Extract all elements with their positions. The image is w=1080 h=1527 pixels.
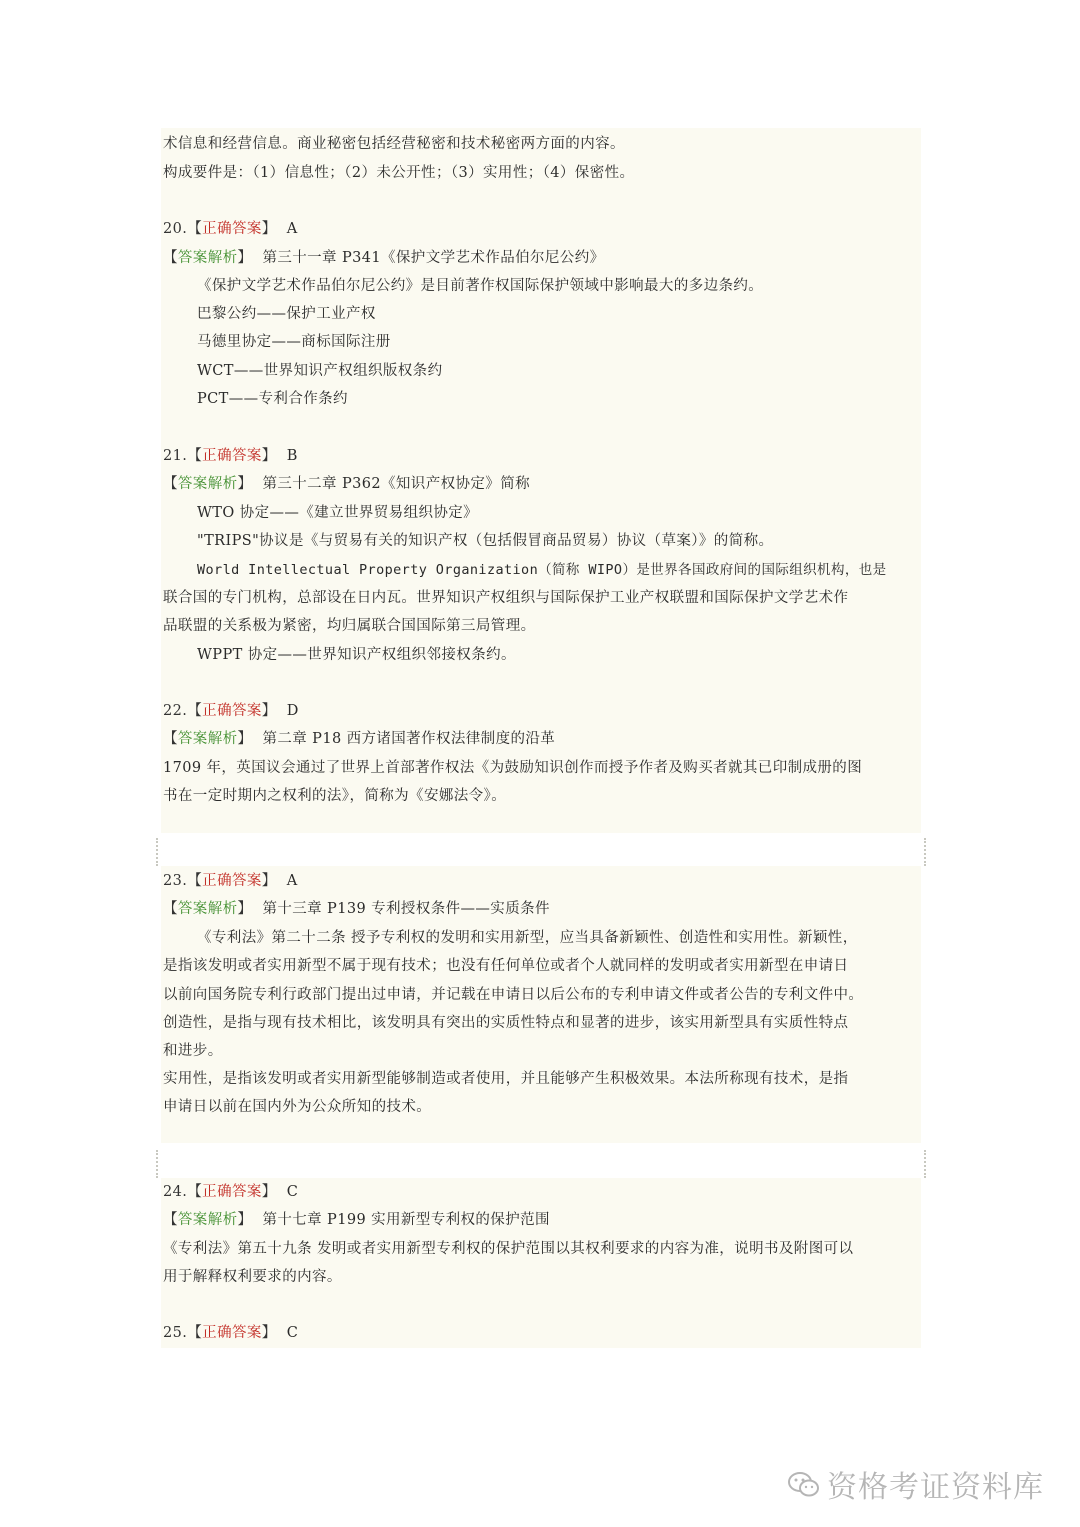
correct-answer-label: 正确答案 [202,221,262,237]
analysis-heading: 【答案解析】 第三十二章 P362《知识产权协定》简称 [163,476,530,492]
watermark-text: 资格考证资料库 [827,1470,1044,1505]
analysis-text: 《专利法》第五十九条 发明或者实用新型专利权的保护范围以其权利要求的内容为准，说明书及附图可以 [163,1241,854,1257]
answer-heading: 22.【正确答案】 D [163,703,299,719]
answer-value: C [286,1325,299,1341]
analysis-text: WCT——世界知识产权组织版权条约 [197,363,443,379]
section-divider [156,1150,926,1178]
question-number: 25. [163,1325,188,1341]
analysis-label: 答案解析 [177,731,238,747]
wechat-icon [787,1470,821,1508]
analysis-heading: 【答案解析】 第十七章 P199 实用新型专利权的保护范围 [163,1212,550,1228]
analysis-text: 是指该发明或者实用新型不属于现有技术；也没有任何单位或者个人就同样的发明或者实用新型在申请日 [163,958,849,974]
answer-heading: 25.【正确答案】 C [163,1325,299,1341]
correct-answer-label: 正确答案 [202,703,262,719]
analysis-text: 申请日以前在国内外为公众所知的技术。 [163,1099,432,1115]
answer-value: B [286,448,298,464]
analysis-source: 第三十二章 P362《知识产权协定》简称 [262,476,530,492]
intro-line: 术信息和经营信息。商业秘密包括经营秘密和技术秘密两方面的内容。 [163,136,625,152]
analysis-text: 用于解释权利要求的内容。 [163,1269,342,1285]
answer-value: A [286,221,298,237]
analysis-text: 和进步。 [163,1043,223,1059]
analysis-text: World Intellectual Property Organization（简称 WIPO）是世界各国政府间的国际组织机构，也是 [197,562,887,578]
correct-answer-label: 正确答案 [202,1184,262,1200]
answer-value: D [286,703,299,719]
analysis-source: 第二章 P18 西方诸国著作权法律制度的沿革 [262,731,556,747]
watermark [787,1462,1044,1508]
analysis-text: 1709 年，英国议会通过了世界上首部著作权法《为鼓励知识创作而授予作者及购买者就其已印制成册的图 [163,760,863,776]
analysis-text: 联合国的专门机构，总部设在日内瓦。世界知识产权组织与国际保护工业产权联盟和国际保护文学艺术作 [163,590,849,606]
question-number: 20. [163,221,188,237]
correct-answer-label: 正确答案 [202,873,262,889]
answer-value: C [286,1184,299,1200]
analysis-text: WTO 协定——《建立世界贸易组织协定》 [197,505,479,521]
analysis-text: 以前向国务院专利行政部门提出过申请，并记载在申请日以后公布的专利申请文件或者公告的专利文件中。 [163,987,864,1003]
analysis-text: 书在一定时期内之权利的法》，简称为《安娜法令》。 [163,788,507,804]
analysis-label: 答案解析 [177,901,238,917]
question-number: 24. [163,1184,188,1200]
answer-heading: 23.【正确答案】 A [163,873,298,889]
analysis-text: PCT——专利合作条约 [197,391,348,407]
analysis-heading: 【答案解析】 第二章 P18 西方诸国著作权法律制度的沿革 [163,731,556,747]
answer-heading: 21.【正确答案】 B [163,448,298,464]
analysis-label: 答案解析 [177,476,238,492]
analysis-label: 答案解析 [177,1212,238,1228]
analysis-text: WPPT 协定——世界知识产权组织邻接权条约。 [197,647,516,663]
question-number: 22. [163,703,188,719]
answer-heading: 20.【正确答案】 A [163,221,298,237]
analysis-text: 《保护文学艺术作品伯尔尼公约》是目前著作权国际保护领域中影响最大的多边条约。 [197,278,764,294]
analysis-text: 马德里协定——商标国际注册 [197,334,391,350]
analysis-source: 第三十一章 P341《保护文学艺术作品伯尔尼公约》 [262,250,605,266]
analysis-source: 第十七章 P199 实用新型专利权的保护范围 [262,1212,550,1228]
correct-answer-label: 正确答案 [202,1325,262,1341]
analysis-text: 实用性，是指该发明或者实用新型能够制造或者使用，并且能够产生积极效果。本法所称现有技术，是指 [163,1071,849,1087]
correct-answer-label: 正确答案 [202,448,262,464]
analysis-heading: 【答案解析】 第三十一章 P341《保护文学艺术作品伯尔尼公约》 [163,250,605,266]
analysis-text: 《专利法》第二十二条 授予专利权的发明和实用新型，应当具备新颖性、创造性和实用性。新颖性， [197,930,858,946]
question-number: 23. [163,873,188,889]
analysis-text: 品联盟的关系极为紧密，均归属联合国国际第三局管理。 [163,618,536,634]
analysis-text: 巴黎公约——保护工业产权 [197,306,376,322]
analysis-text: "TRIPS"协议是《与贸易有关的知识产权（包括假冒商品贸易）协议（草案）》的简称。 [197,533,774,549]
analysis-text: 创造性，是指与现有技术相比，该发明具有突出的实质性特点和显著的进步，该实用新型具有实质性特点 [163,1015,849,1031]
intro-line: 构成要件是：（1）信息性；（2）未公开性；（3）实用性；（4）保密性。 [163,165,635,181]
answer-heading: 24.【正确答案】 C [163,1184,299,1200]
answer-value: A [286,873,298,889]
section-divider [156,838,926,866]
analysis-label: 答案解析 [177,250,238,266]
question-number: 21. [163,448,188,464]
analysis-heading: 【答案解析】 第十三章 P139 专利授权条件——实质条件 [163,901,550,917]
analysis-source: 第十三章 P139 专利授权条件——实质条件 [262,901,550,917]
